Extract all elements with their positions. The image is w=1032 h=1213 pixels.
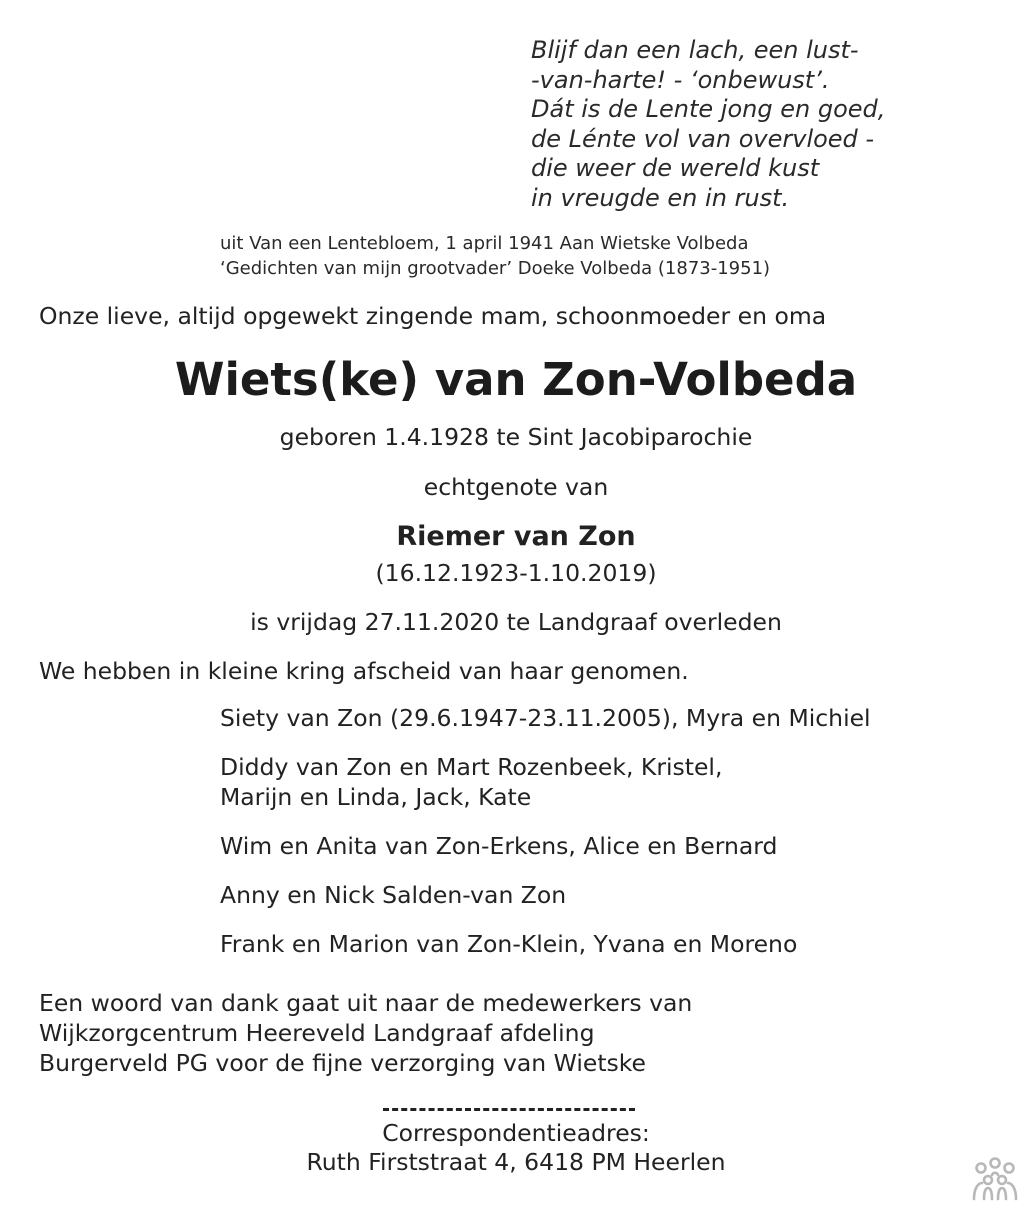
family-entry-line: Siety van Zon (29.6.1947-23.11.2005), Myra en Michiel [220, 704, 871, 732]
intro-text: Onze lieve, altijd opgewekt zingende mam, schoonmoeder en oma [39, 302, 827, 330]
family-entry [220, 703, 871, 733]
birth-info: geboren 1.4.1928 te Sint Jacobiparochie [279, 423, 753, 451]
farewell-text: We hebben in kleine kring afscheid van haar genomen. [39, 657, 689, 685]
family-entry [220, 752, 871, 812]
family-people-icon [970, 1153, 1020, 1203]
family-list [220, 703, 871, 978]
family-entry [220, 831, 871, 861]
poem-source-line: uit Van een Lentebloem, 1 april 1941 Aan Wietske Volbeda [220, 233, 749, 254]
family-entry-line: Wim en Anita van Zon-Erkens, Alice en Bernard [220, 832, 778, 860]
spouse-of-label: echtgenote van [423, 473, 609, 501]
poem-line: de Lénte vol van overvloed - [531, 124, 875, 153]
thanks-line: Wijkzorgcentrum Heereveld Landgraaf afdeling [39, 1019, 595, 1047]
dashed-divider [383, 1108, 635, 1111]
thanks-line: Een woord van dank gaat uit naar de medewerkers van [39, 989, 693, 1017]
spouse-name: Riemer van Zon [396, 521, 636, 552]
spouse-dates: (16.12.1923-1.10.2019) [375, 559, 657, 587]
family-entry-line: Diddy van Zon en Mart Rozenbeek, Kristel, [220, 753, 723, 781]
poem-source-line: ‘Gedichten van mijn grootvader’ Doeke Volbeda (1873-1951) [220, 258, 771, 279]
correspondence-address: Ruth Firststraat 4, 6418 PM Heerlen [306, 1148, 726, 1176]
correspondence-label: Correspondentieadres: [382, 1119, 650, 1147]
thanks-text [39, 988, 692, 1078]
poem-line: Blijf dan een lach, een lust- [531, 36, 859, 64]
family-entry-line: Marijn en Linda, Jack, Kate [220, 783, 532, 811]
poem-line: in vreugde en in rust. [531, 183, 790, 212]
poem [531, 36, 885, 213]
family-entry-line: Anny en Nick Salden-van Zon [220, 881, 567, 909]
poem-line: die weer de wereld kust [531, 154, 820, 182]
family-entry [220, 929, 871, 959]
poem-line: Dát is de Lente jong en goed, [531, 95, 886, 123]
poem-line: -van-harte! - ‘onbewust’. [531, 65, 830, 94]
family-entry-line: Frank en Marion van Zon-Klein, Yvana en Moreno [220, 930, 798, 958]
deceased-name: Wiets(ke) van Zon-Volbeda [174, 353, 858, 406]
death-info: is vrijdag 27.11.2020 te Landgraaf overleden [250, 608, 782, 636]
family-entry [220, 880, 871, 910]
thanks-line: Burgerveld PG voor de fijne verzorging van Wietske [39, 1049, 647, 1077]
poem-source [220, 231, 770, 281]
